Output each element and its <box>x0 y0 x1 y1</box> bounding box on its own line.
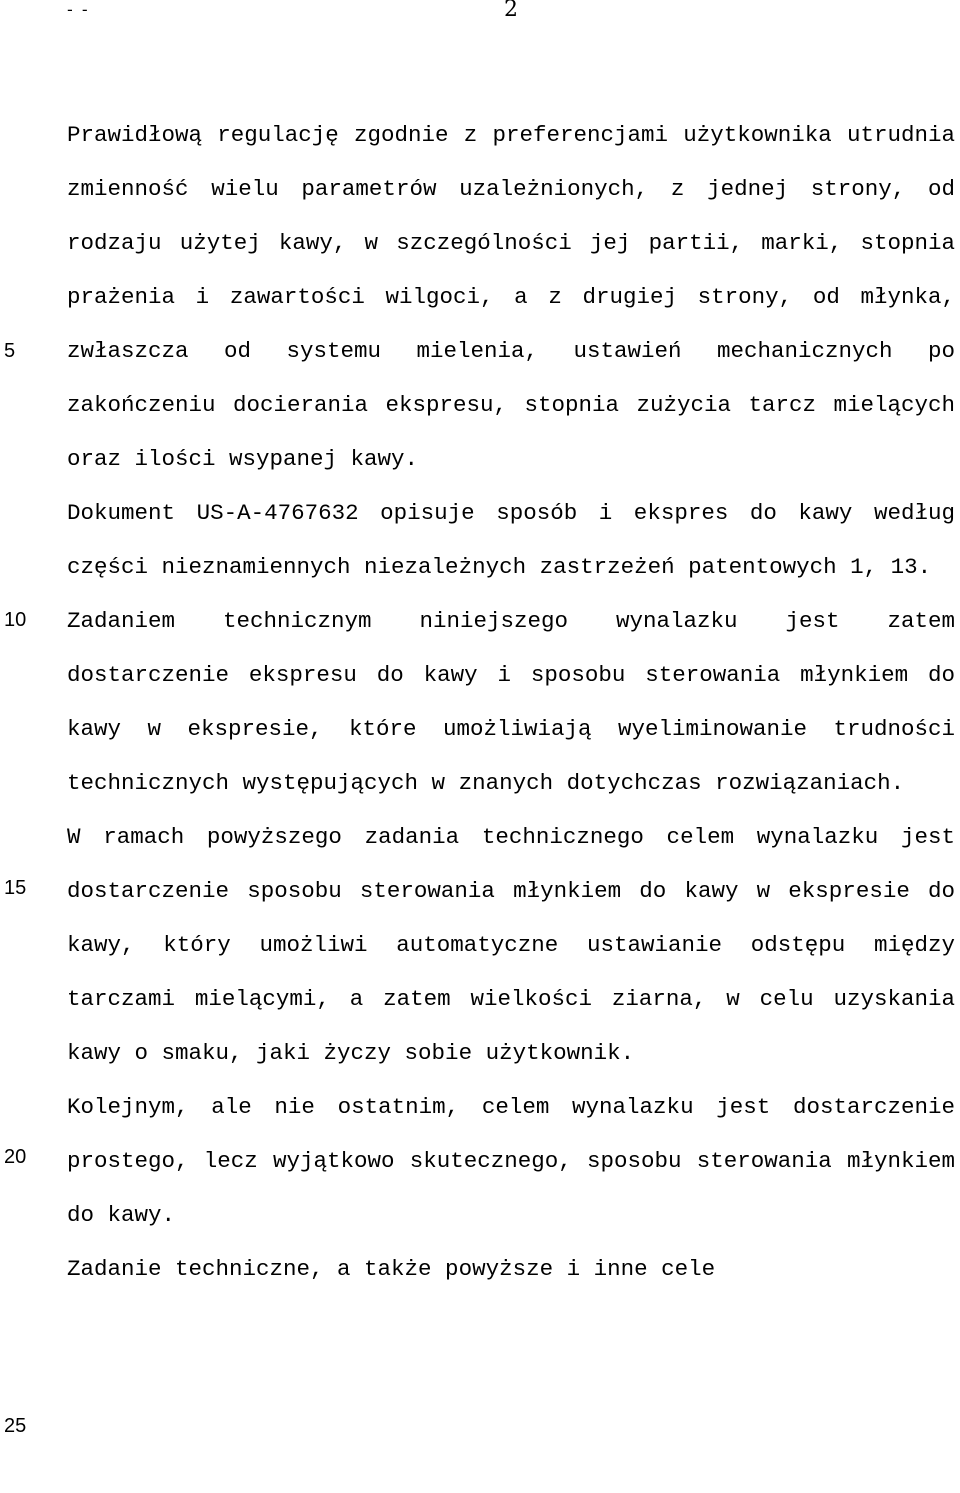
paragraph: W ramach powyższego zadania technicznego celem wynalazku jest dostarczenie sposobu sterowania młynkiem do kawy w ekspresie do kawy, który umożliwi automatyczne ustawianie odstępu między tarczami mielącymi, a zatem wielkości ziarna, w celu uzyskania kawy o smaku, jaki życzy sobie użytkownik. <box>67 824 955 1066</box>
paragraph: Prawidłową regulację zgodnie z preferencjami użytkownika utrudnia zmienność wielu parametrów uzależnionych, z jednej strony, od rodzaju użytej kawy, w szczególności jej partii, marki, stopnia prażenia i zawartości wilgoci, a z drugiej strony, od młynka, zwłaszcza od systemu mielenia, ustawień mechanicznych po zakończeniu docierania ekspresu, stopnia zużycia tarcz mielących oraz ilości wsypanej kawy. <box>67 122 955 472</box>
line-number: 10 <box>4 609 27 631</box>
paragraph: Dokument US-A-4767632 opisuje sposób i ekspres do kawy według części nieznamiennych niezależnych zastrzeżeń patentowych 1, 13. <box>67 500 955 580</box>
line-number: 25 <box>4 1415 27 1437</box>
line-number: 5 <box>4 340 16 362</box>
page-number: 2 <box>504 0 518 22</box>
paragraph: Kolejnym, ale nie ostatnim, celem wynalazku jest dostarczenie prostego, lecz wyjątkowo skutecznego, sposobu sterowania młynkiem do kawy. <box>67 1094 955 1228</box>
line-number: 15 <box>4 877 27 899</box>
line-number-column <box>0 0 50 1493</box>
paragraph: Zadanie techniczne, a także powyższe i inne cele <box>67 1256 716 1282</box>
page-header <box>0 0 960 24</box>
paragraph: Zadaniem technicznym niniejszego wynalazku jest zatem dostarczenie ekspresu do kawy i sposobu sterowania młynkiem do kawy w ekspresie, które umożliwiają wyeliminowanie trudności technicznych występujących w znanych dotychczas rozwiązaniach. <box>67 608 955 796</box>
line-number: 20 <box>4 1146 27 1168</box>
header-marks: - - <box>67 0 90 19</box>
document-body <box>67 108 955 1296</box>
